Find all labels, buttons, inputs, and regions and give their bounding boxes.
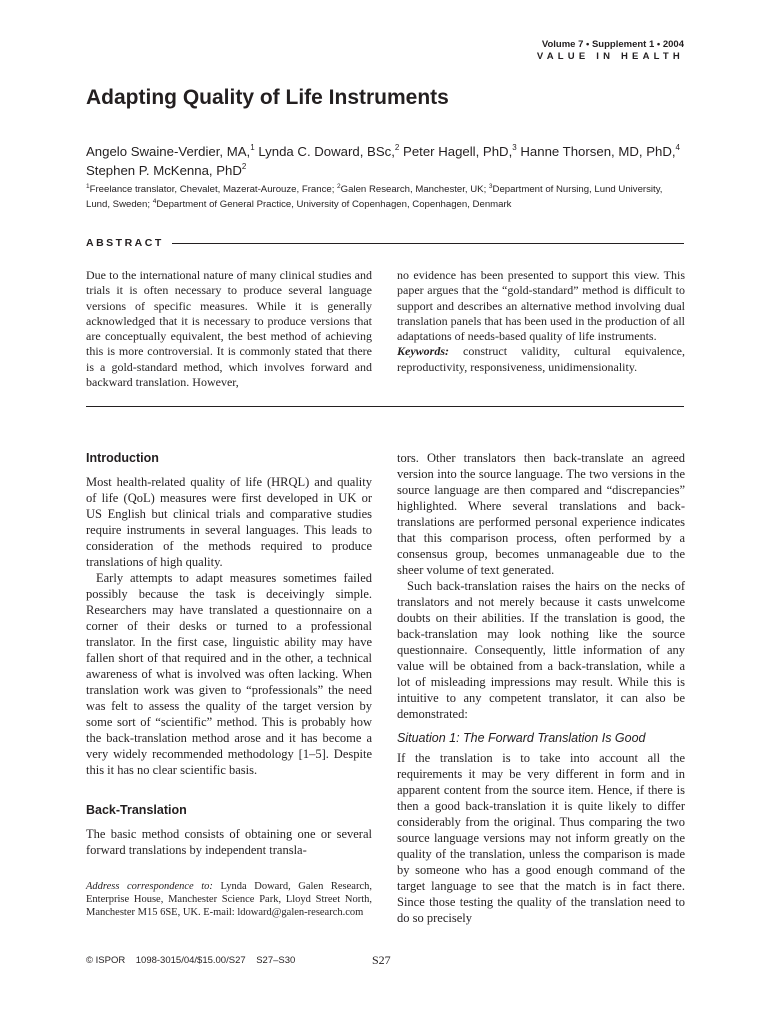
correspondence-address <box>86 880 372 919</box>
affil-mark: 2 <box>337 183 341 190</box>
journal-header <box>537 39 684 62</box>
author-affil-mark: 2 <box>394 143 400 152</box>
journal-name: VALUE IN HEALTH <box>536 51 684 62</box>
affil-mark: 4 <box>152 198 157 205</box>
abstract-heading <box>86 237 684 249</box>
affil-mark: 1 <box>86 183 90 190</box>
section-heading-back-translation: Back-Translation <box>86 803 187 817</box>
paper-title: Adapting Quality of Life Instruments <box>86 86 449 109</box>
abstract-left-text: Due to the international nature of many clinical studies and trials it is often necessary to produce several language versions of specific measures. While it is generally acknowledged that it is necessary to produce versions that are conceptually equivalent, the best method of achieving this is more controversial. It is commonly stated that there is a gold-standard method, which involves forward and backward translation. However, <box>86 268 372 390</box>
intro-paragraph-1: Most health-related quality of life (HRQL) and quality of life (QoL) measures were first developed in UK or US English but clinical trials and comparative studies require instruments in several languages. This leads to consideration of the methods required to produce translations of high quality. <box>86 475 372 569</box>
abstract-bottom-rule <box>86 406 684 407</box>
volume-line: Volume 7 • Supplement 1 • 2004 <box>541 39 684 50</box>
affil-mark: 3 <box>488 183 493 190</box>
back-translation-paragraph-1: The basic method consists of obtaining one or several forward translations by independent transla- <box>86 827 372 857</box>
right-paragraph-1: tors. Other translators then back-translate an agreed version into the source language. The two versions in the source language are then compared and “discrepancies” highlighted. Where several translations and back-translations are performed personal experience indicates that this comparison process, often performed by a consensus group, becomes unmanageable due to the sheer volume of text generated. <box>397 451 685 577</box>
author-affil-mark: 3 <box>512 143 517 152</box>
abstract-right <box>397 268 685 375</box>
body-left-column <box>86 450 372 858</box>
right-paragraph-2: Such back-translation raises the hairs on the necks of translators and not merely because it casts unwelcome doubts on their abilities. If the translation is good, the back-translation may look nothing like the source questionnaire. Consequently, little information of any value will be obtained from a back-translation, while a lot of misleading impressions may result. While this is intuitive to any competent translator, it can also be demonstrated: <box>397 579 685 721</box>
abstract-right-text: no evidence has been presented to support this view. This paper argues that the “gold-standard” method is difficult to support and describes an alternative method involving dual translation panels that has been used in the production of all adaptations of needs-based quality of life instruments. <box>397 268 685 344</box>
author: Stephen P. McKenna, PhD <box>86 163 242 178</box>
affiliation: Galen Research, Manchester, UK; <box>340 184 489 195</box>
section-heading-introduction: Introduction <box>86 451 159 465</box>
author-affil-mark: 4 <box>675 143 680 152</box>
author: Hanne Thorsen, MD, PhD, <box>520 144 676 159</box>
author: Lynda C. Doward, BSc, <box>258 144 395 159</box>
body-right-column <box>397 450 685 926</box>
author: Angelo Swaine-Verdier, MA, <box>86 144 251 159</box>
author-affil-mark: 1 <box>250 143 255 152</box>
author-affil-mark: 2 <box>241 162 247 171</box>
affiliation: Department of General Practice, University of Copenhagen, Copenhagen, Denmark <box>156 199 512 210</box>
keywords-label: Keywords: <box>397 344 449 359</box>
author: Peter Hagell, PhD, <box>403 144 513 159</box>
subsection-heading-situation-1: Situation 1: The Forward Translation Is Good <box>397 731 646 745</box>
address-label: Address correspondence to: <box>86 881 213 892</box>
page-number: S27 <box>372 953 391 967</box>
footer-copyright: © ISPOR 1098-3015/04/$15.00/S27 S27–S30 <box>86 955 296 966</box>
right-paragraph-3: If the translation is to take into account all the requirements it may be very different in form and in apparent content from the source item. Hence, if there is then a good back-translation it is quite likely to differ considerably from the original. Thus comparing the two source language versions may not inform greatly on the quality of the translation, unless the comparison is made by someone who has a good enough command of the target language to see that the match is in fact there. Since those testing the quality of the translation need to do so precisely <box>397 751 685 925</box>
affiliations <box>86 182 686 212</box>
affiliation: Department of Nursing, Lund University, Lund, Sweden; <box>86 184 663 210</box>
affiliation: Freelance translator, Chevalet, Mazerat-Aurouze, France; <box>89 184 338 195</box>
abstract-heading-label: ABSTRACT <box>86 237 164 249</box>
abstract-heading-rule <box>172 243 684 244</box>
intro-paragraph-2: Early attempts to adapt measures sometimes failed possibly because the task is deceivingly simple. Researchers may have translated a questionnaire on a corner of their desks or turned to a professional translator. In the first case, linguistic ability may have fallen short of that required and in the other, a technical awareness of what is involved was often lacking. When translation work was given to “professionals” the need was felt to assess the quality of the target version by some sort of “scientific” method. This is probably how the back-translation method arose and it has become a very widely recommended methodology [1–5]. Despite this it has no clear scientific basis. <box>86 571 372 777</box>
author-list <box>86 142 696 180</box>
address-text: Lynda Doward, Galen Research, Enterprise House, Manchester Science Park, Lloyd Street North, Manchester M15 6SE, UK. E-mail: ldoward@galen-research.com <box>86 881 373 918</box>
keywords-text: construct validity, cultural equivalence, reproductivity, responsiveness, unidimensionality. <box>397 344 685 374</box>
